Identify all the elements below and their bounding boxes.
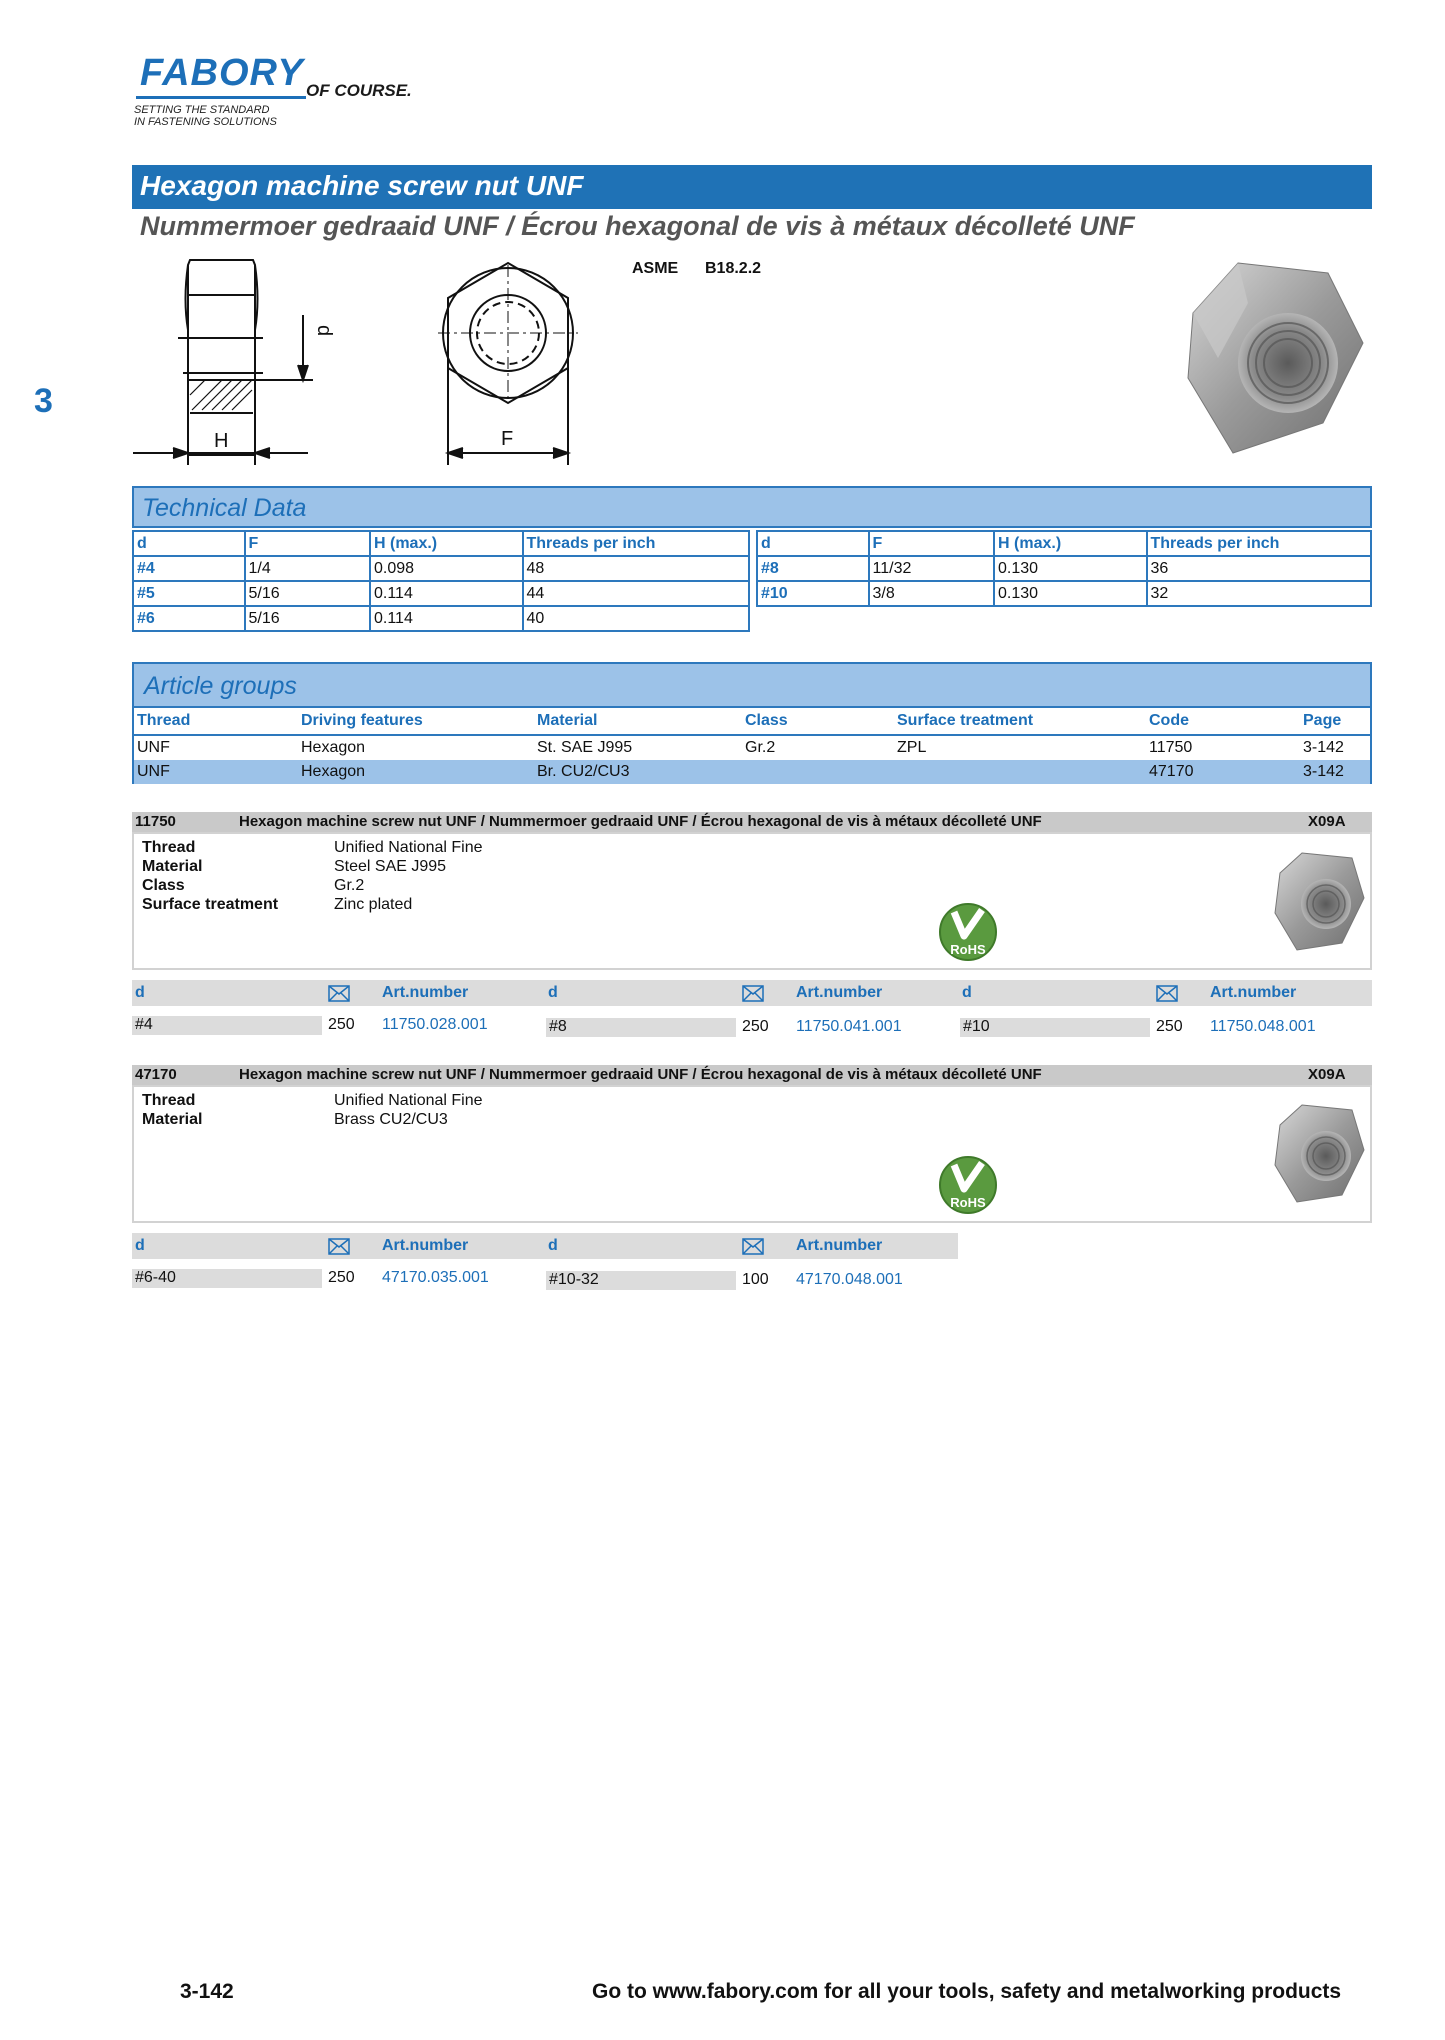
table-row[interactable]: [134, 760, 1370, 784]
table-cell: 3-142: [1300, 760, 1370, 784]
article-size: #10-32: [546, 1271, 736, 1290]
article-number-link[interactable]: 11750.028.001: [382, 1016, 488, 1033]
column-header: F: [245, 531, 370, 556]
table-cell: Hexagon: [298, 760, 534, 784]
article-quantity: 250: [328, 1016, 355, 1033]
dimension-h-label: H: [214, 430, 229, 452]
article-number-link[interactable]: 47170.035.001: [382, 1269, 489, 1286]
product-info-box-11750: [132, 832, 1372, 970]
product-name: Hexagon machine screw nut UNF / Nummermoer gedraaid UNF / Écrou hexagonal de vis à métaux décolleté UNF: [239, 813, 1042, 830]
article-quantity: 100: [742, 1271, 769, 1288]
product-code: 47170: [135, 1066, 177, 1083]
table-cell: 5/16: [245, 581, 370, 606]
table-cell: 32: [1147, 581, 1372, 606]
table-header-row: [133, 531, 749, 556]
nut-product-image: [1178, 258, 1368, 468]
column-header: Thread: [134, 708, 298, 735]
product-name: Hexagon machine screw nut UNF / Nummermoer gedraaid UNF / Écrou hexagonal de vis à métaux décolleté UNF: [239, 1066, 1042, 1083]
page-number: 3-142: [180, 1980, 234, 2003]
table-cell: 48: [523, 556, 750, 581]
chapter-number: 3: [34, 382, 53, 420]
table-cell: #8: [757, 556, 869, 581]
column-header: Threads per inch: [523, 531, 750, 556]
package-quantity-icon: [328, 985, 350, 1002]
article-quantity: 250: [328, 1269, 355, 1286]
column-header: d: [757, 531, 869, 556]
article-size: #10: [960, 1018, 1150, 1037]
table-row: [757, 581, 1371, 606]
column-header: Class: [742, 708, 894, 735]
technical-drawing: [128, 255, 588, 465]
table-header-row: [757, 531, 1371, 556]
package-quantity-icon: [742, 1238, 764, 1255]
article-number-link[interactable]: 47170.048.001: [796, 1271, 903, 1288]
table-cell: 1/4: [245, 556, 370, 581]
article-number-link[interactable]: 11750.048.001: [1210, 1018, 1316, 1035]
article-groups-header: [132, 662, 1372, 708]
table-cell: 0.098: [370, 556, 523, 581]
table-cell: 3-142: [1303, 739, 1344, 756]
article-list-header: d Art.number d Art.number: [132, 1233, 958, 1259]
logo-underline: [136, 96, 306, 99]
table-cell: 36: [1147, 556, 1372, 581]
standard-value: B18.2.2: [705, 260, 762, 277]
article-groups-title: Article groups: [144, 672, 297, 700]
package-quantity-icon: [328, 1238, 350, 1255]
table-cell: 11750: [1149, 739, 1193, 756]
table-cell: UNF: [137, 739, 170, 756]
logo-tagline: SETTING THE STANDARD IN FASTENING SOLUTIONS: [134, 104, 277, 128]
package-quantity-icon: [1156, 985, 1178, 1002]
table-cell: #5: [133, 581, 245, 606]
table-cell: St. SAE J995: [537, 739, 633, 756]
technical-data-table-left: [132, 530, 750, 632]
column-header: Page: [1300, 708, 1370, 735]
column-header: H (max.): [370, 531, 523, 556]
article-size: #8: [546, 1018, 736, 1037]
spec-list: Thread Material: [142, 1092, 203, 1128]
column-header: Threads per inch: [1147, 531, 1372, 556]
article-quantity: 250: [1156, 1018, 1183, 1035]
product-ref: X09A: [1308, 813, 1346, 830]
table-cell: [742, 760, 894, 784]
article-list-header: d Art.number d Art.number d Art.number: [132, 980, 1372, 1006]
product-ref: X09A: [1308, 1066, 1346, 1083]
logo-slogan: OF COURSE.: [306, 81, 412, 100]
product-header-11750: [132, 812, 1372, 832]
table-cell: 11/32: [869, 556, 995, 581]
standard-label: ASME: [632, 260, 679, 277]
article-groups-table: [134, 708, 1370, 784]
product-info-box-47170: [132, 1085, 1372, 1223]
table-cell: 0.130: [994, 581, 1146, 606]
technical-data-title: Technical Data: [142, 494, 307, 522]
article-number-link[interactable]: 11750.041.001: [796, 1018, 902, 1035]
table-cell: Br. CU2/CU3: [534, 760, 742, 784]
table-cell: 0.130: [994, 556, 1146, 581]
table-cell: ZPL: [897, 739, 927, 756]
article-quantity: 250: [742, 1018, 769, 1035]
column-header: Driving features: [298, 708, 534, 735]
table-cell: 44: [523, 581, 750, 606]
table-cell: 3/8: [869, 581, 995, 606]
spec-values: Unified National Fine Brass CU2/CU3: [334, 1092, 483, 1128]
table-row: [133, 581, 749, 606]
rohs-icon: [938, 902, 998, 962]
table-cell: #10: [757, 581, 869, 606]
article-size: #6-40: [132, 1269, 322, 1288]
table-header-row: [134, 708, 1370, 735]
page-subtitle: Nummermoer gedraaid UNF / Écrou hexagonal de vis à métaux décolleté UNF: [140, 211, 1135, 241]
spec-list: Thread Material Class Surface treatment: [142, 839, 279, 913]
brand-logo: FABORY: [140, 52, 304, 94]
table-cell: #4: [133, 556, 245, 581]
table-cell: UNF: [134, 760, 298, 784]
table-cell: Gr.2: [745, 739, 776, 756]
dimension-d-label: d: [313, 325, 335, 337]
table-cell: #6: [133, 606, 245, 631]
footer-promo: Go to www.fabory.com for all your tools, safety and metalworking products: [592, 1980, 1342, 2003]
technical-data-header: [132, 486, 1372, 528]
svg-text:RoHS: RoHS: [950, 942, 986, 957]
column-header: Material: [534, 708, 742, 735]
table-row: [757, 556, 1371, 581]
rohs-icon: [938, 1155, 998, 1215]
dimension-f-label: F: [501, 428, 514, 450]
product-thumbnail-11750: [1272, 848, 1366, 954]
technical-data-table-right: [756, 530, 1372, 607]
table-cell: [894, 760, 1146, 784]
column-header: d: [133, 531, 245, 556]
column-header: Code: [1146, 708, 1300, 735]
table-cell: 40: [523, 606, 750, 631]
column-header: F: [869, 531, 995, 556]
product-thumbnail-47170: [1272, 1100, 1366, 1206]
spec-values: Unified National Fine Steel SAE J995 Gr.2 Zinc plated: [334, 839, 483, 913]
table-cell: Hexagon: [301, 739, 366, 756]
package-quantity-icon: [742, 985, 764, 1002]
column-header: Surface treatment: [894, 708, 1146, 735]
product-header-47170: [132, 1065, 1372, 1085]
article-size: #4: [132, 1016, 322, 1035]
column-header: H (max.): [994, 531, 1146, 556]
table-cell: 47170: [1146, 760, 1300, 784]
svg-text:RoHS: RoHS: [950, 1195, 986, 1210]
page-title: Hexagon machine screw nut UNF: [140, 170, 584, 201]
table-cell: 0.114: [370, 581, 523, 606]
table-cell: 5/16: [245, 606, 370, 631]
table-cell: 0.114: [370, 606, 523, 631]
product-code: 11750: [135, 813, 176, 830]
table-row: [133, 556, 749, 581]
table-row: [133, 606, 749, 631]
table-row[interactable]: [134, 735, 1370, 760]
